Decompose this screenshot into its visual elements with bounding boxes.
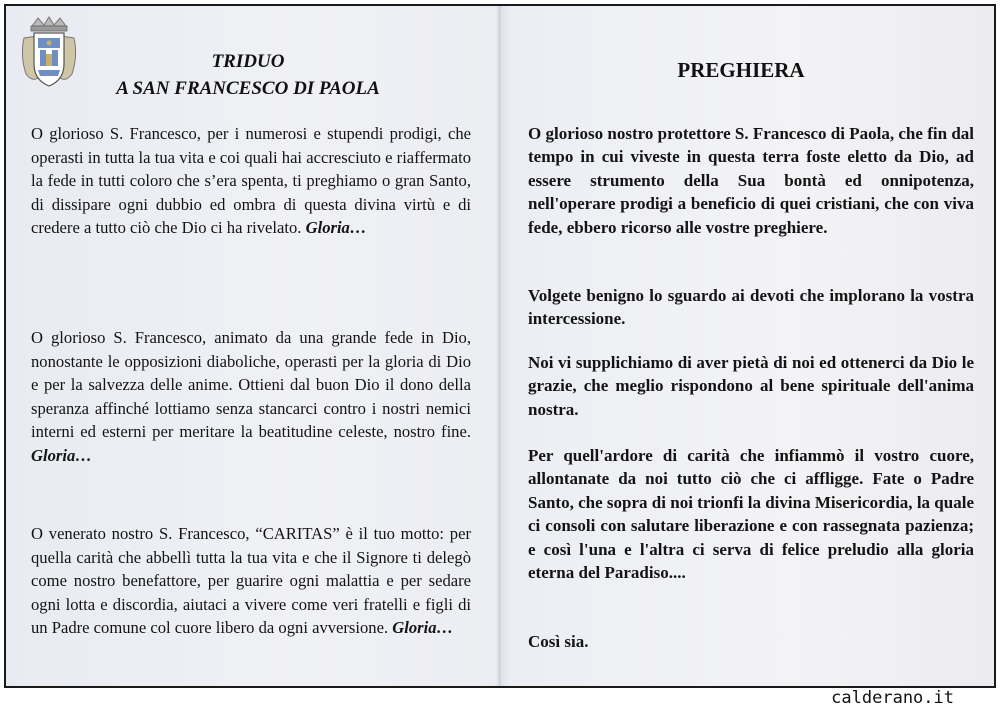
document-sheet xyxy=(4,4,996,688)
gloria-closing: Gloria… xyxy=(305,218,367,238)
paragraph-text: O glorioso S. Francesco, animato da una grande fede in Dio, nonostante le opposizioni diaboliche, operasti per la gloria di Dio e per la salvezza delle anime. Ottieni dal buon Dio il dono della speranza affinché lottiamo senza stancarci contro i nostri nemici interni ed esterni per meritare la beatitudine celeste, nostro fine. xyxy=(31,328,471,442)
triduo-title-line1: TRIDUO xyxy=(211,51,285,72)
triduo-paragraph-1 xyxy=(31,122,471,240)
preghiera-paragraph-3: Noi vi supplichiamo di aver pietà di noi ed ottenerci da Dio le grazie, che meglio rispondono al bene spirituale dell'anima nostra. xyxy=(528,353,974,419)
triduo-paragraph-3 xyxy=(31,522,471,640)
paragraph-text: O glorioso S. Francesco, per i numerosi e stupendi prodigi, che operasti in tutta la tua vita e coi quali hai accresciuto e riaffermato la fede in tutti coloro che s’era spenta, ti preghiamo o gran Santo, di dissipare ogni dubbio ed ombra di questa divina virtù e di credere a tutto ciò che Dio ci ha rivelato. xyxy=(31,124,471,238)
gloria-closing: Gloria… xyxy=(392,618,454,638)
paper-fold xyxy=(498,6,501,686)
gloria-closing: Gloria… xyxy=(31,445,92,465)
preghiera-title: PREGHIERA xyxy=(677,58,805,82)
preghiera-paragraph-2: Volgete benigno lo sguardo ai devoti che implorano la vostra intercessione. xyxy=(528,286,974,329)
paragraph-text: O venerato nostro S. Francesco, “CARITAS” è il tuo motto: per quella carità che abbellì tutta la tua vita e che il Signore ti delegò come nostro benefattore, per guarire ogni malattia e per sedare ogni lotta e discordia, aiutaci a vivere come veri fratelli e figli di un Padre comune col cuore libero da ogni avversione. xyxy=(31,524,471,638)
triduo-paragraph-2 xyxy=(31,326,471,468)
triduo-title-line2: A SAN FRANCESCO DI PAOLA xyxy=(116,78,380,99)
preghiera-paragraph-4: Per quell'ardore di carità che infiammò il vostro cuore, allontanate da noi tutto ciò che ci affligge. Fate o Padre Santo, che sopra di noi trionfi la divina Misericordia, la quale ci consoli con salutare liberazione e con rassegnata pazienza; e così l'una e l'altra ci serva di felice preludio alla gloria eterna del Paradiso.... xyxy=(528,446,974,583)
preghiera-paragraph-1: O glorioso nostro protettore S. Francesco di Paola, che fin dal tempo in cui viveste in questa terra foste eletto da Dio, ad essere strumento della Sua bontà ed onnipotenza, nell'operare prodigi a beneficio di quei cristiani, che con viva fede, ebbero ricorso alle vostre preghiere. xyxy=(528,124,974,237)
preghiera-closing: Così sia. xyxy=(528,632,589,651)
site-watermark: calderano.it xyxy=(831,688,954,708)
triduo-title xyxy=(68,48,428,102)
